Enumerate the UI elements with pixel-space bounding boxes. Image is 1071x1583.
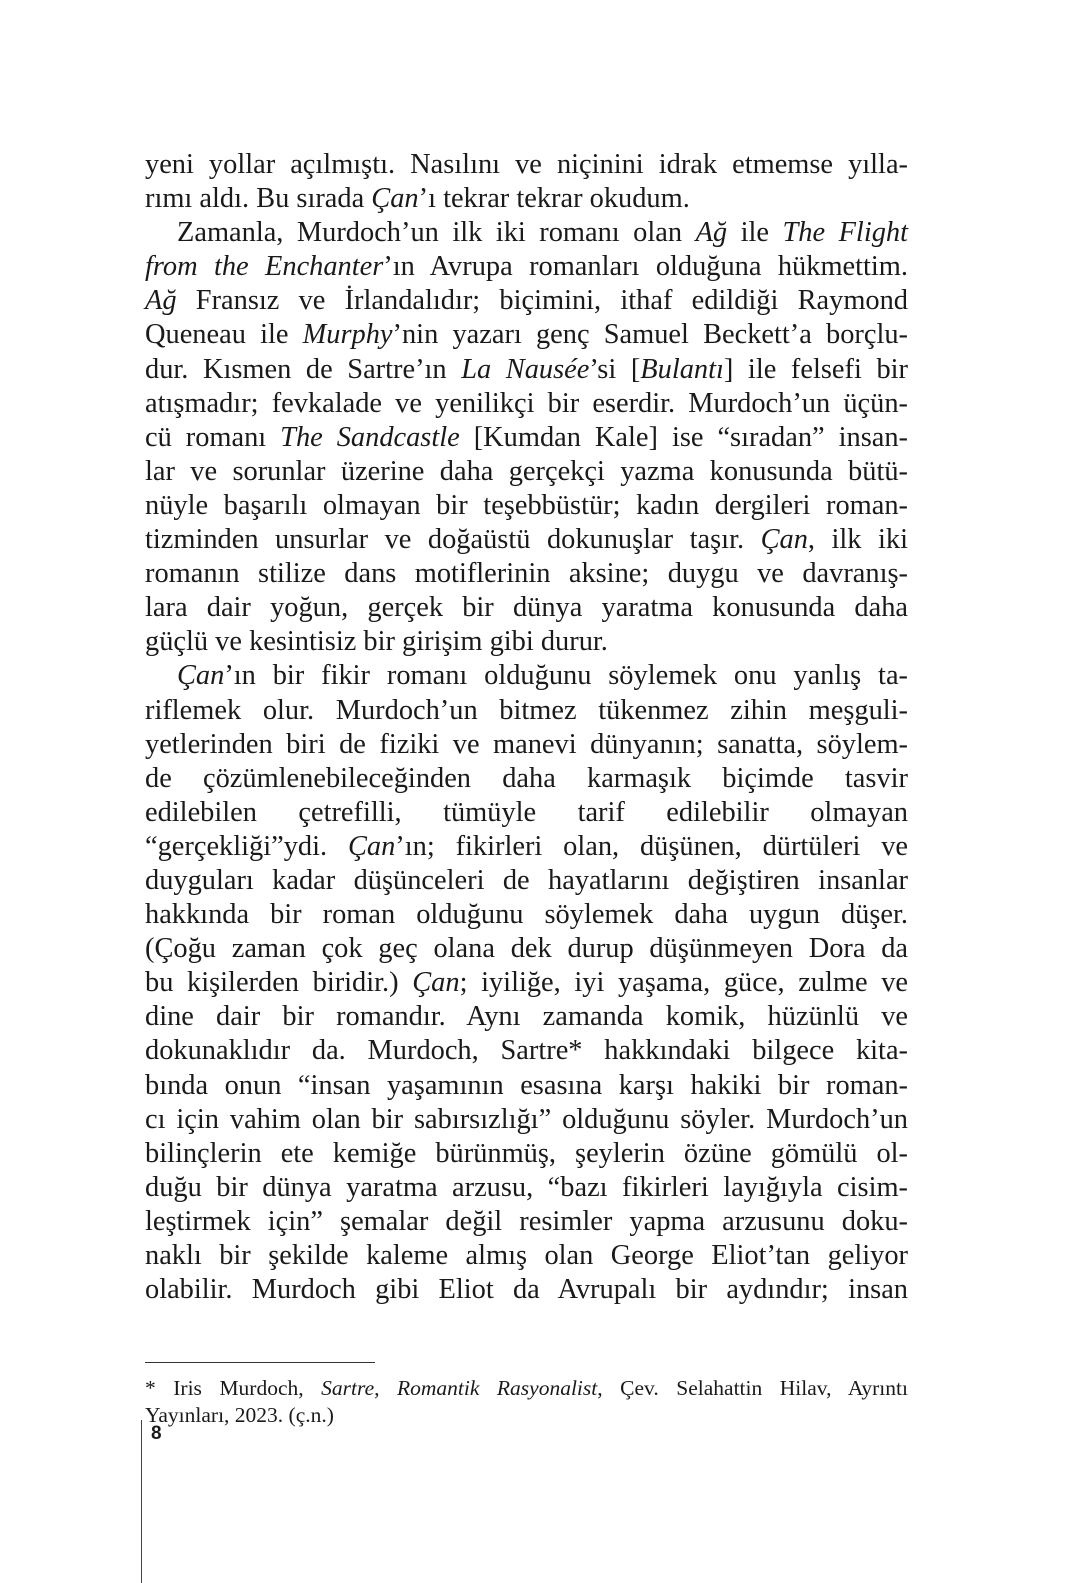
body-line	[145, 830, 908, 864]
text-run: “gerçekliği”ydi.	[145, 830, 348, 862]
body-line	[145, 421, 908, 455]
text-run: bında onun “insan yaşamının esasına karşı hakiki bir roman-	[145, 1069, 908, 1101]
body-line	[145, 694, 908, 728]
italic-text: Çan	[412, 967, 460, 999]
body-line	[145, 1171, 908, 1205]
text-run: hakkında bir roman olduğunu söylemek daha uygun düşer.	[145, 899, 908, 931]
italic-text: Ağ	[145, 285, 177, 317]
text-run: dur. Kısmen de Sartre’ın	[145, 353, 462, 385]
text-run: ’si [	[589, 353, 641, 385]
body-line	[145, 1239, 908, 1273]
text-run: olabilir. Murdoch gibi Eliot da Avrupalı bir aydındır; insan	[145, 1274, 908, 1306]
body-line	[145, 728, 908, 762]
text-run: , ilk iki	[807, 524, 908, 556]
body-line	[145, 966, 908, 1000]
text-run: , Çev. Selahattin Hilav, Ayrıntı	[597, 1376, 908, 1400]
body-line	[145, 455, 908, 489]
body-line	[145, 284, 908, 318]
body-line	[145, 591, 908, 625]
italic-text: The Flight	[782, 217, 908, 249]
italic-text: La Nausée	[461, 353, 590, 385]
italic-text: Çan	[177, 660, 225, 692]
body-line	[145, 557, 908, 591]
text-run: atışmadır; fevkalade ve yenilikçi bir eserdir. Murdoch’un üçün-	[145, 387, 908, 419]
text-run: cü romanı	[145, 421, 281, 453]
body-line	[145, 1000, 908, 1034]
body-line	[145, 1273, 908, 1307]
text-run: * Iris Murdoch,	[145, 1376, 322, 1400]
text-run: dokunaklıdır da. Murdoch, Sartre* hakkındaki bilgece kita-	[145, 1035, 908, 1067]
body-line	[145, 182, 908, 216]
text-run: lara dair yoğun, gerçek bir dünya yaratma konusunda daha	[145, 592, 908, 624]
italic-text: Çan	[760, 524, 808, 556]
italic-text: Çan	[347, 830, 396, 862]
italic-text: Çan	[371, 183, 419, 215]
text-run: yeni yollar açılmıştı. Nasılını ve niçinini idrak etmemse yılla-	[145, 149, 908, 180]
text-run: ’nin yazarı genç Samuel Beckett’a borçlu-	[392, 319, 909, 351]
text-run: ’ın Avrupa romanları olduğuna hükmettim.	[383, 251, 908, 283]
body-line	[145, 353, 908, 387]
footnote-line	[145, 1375, 908, 1402]
italic-text: Bulantı	[640, 353, 724, 385]
body-line	[145, 625, 908, 659]
footnote	[145, 1375, 908, 1429]
text-run: Yayınları, 2023. (ç.n.)	[145, 1403, 334, 1427]
body-line	[145, 1034, 908, 1068]
body-line	[145, 387, 908, 421]
footnote-line	[145, 1402, 908, 1429]
text-run: lar ve sorunlar üzerine daha gerçekçi yazma konusunda bütü-	[145, 455, 908, 487]
body-text	[145, 148, 908, 1307]
text-run: ’ı tekrar tekrar okudum.	[418, 183, 690, 215]
text-run: cı için vahim olan bir sabırsızlığı” olduğunu söyler. Murdoch’un	[145, 1103, 908, 1135]
body-line	[145, 318, 908, 352]
text-run: tizminden unsurlar ve doğaüstü dokunuşlar taşır.	[145, 524, 761, 556]
text-run: romanın stilize dans motiflerinin aksine; duygu ve davranış-	[145, 558, 908, 590]
text-run: Queneau ile	[145, 319, 303, 351]
text-run: ’ın; fikirleri olan, düşünen, dürtüleri ve	[395, 830, 908, 862]
text-run: duyguları kadar düşünceleri de hayatlarını değiştiren insanlar	[145, 864, 908, 896]
body-line	[145, 1137, 908, 1171]
text-run: güçlü ve kesintisiz bir girişim gibi durur.	[145, 626, 608, 658]
body-line	[145, 1103, 908, 1137]
page-number: 8	[151, 1423, 162, 1444]
text-run: Zamanla, Murdoch’un ilk iki romanı olan	[177, 217, 696, 249]
italic-text: Ağ	[695, 217, 728, 249]
italic-text: Sartre, Romantik Rasyonalist	[321, 1376, 598, 1400]
body-line	[145, 148, 908, 182]
body-line	[145, 523, 908, 557]
text-run: bilinçlerin ete kemiğe bürünmüş, şeylerin özüne gömülü ol-	[145, 1137, 908, 1169]
italic-text: from the Enchanter	[145, 251, 384, 283]
text-run: duğu bir dünya yaratma arzusu, “bazı fikirleri layığıyla cisim-	[145, 1171, 908, 1203]
body-line	[145, 898, 908, 932]
text-run: edilebilen çetrefilli, tümüyle tarif edilebilir olmayan	[145, 796, 908, 828]
text-run: yetlerinden biri de fiziki ve manevi dünyanın; sanatta, söylem-	[145, 728, 908, 760]
text-run: riflemek olur. Murdoch’un bitmez tükenmez zihin meşguli-	[145, 694, 908, 726]
body-line	[145, 250, 908, 284]
footnote-separator	[145, 1362, 375, 1363]
text-run: nüyle başarılı olmayan bir teşebbüstür; kadın dergileri roman-	[145, 489, 908, 521]
text-run: de çözümlenebileceğinden daha karmaşık biçimde tasvir	[145, 762, 908, 794]
body-line	[145, 796, 908, 830]
text-run: Fransız ve İrlandalıdır; biçimini, ithaf edildiği Raymond	[176, 285, 908, 317]
text-run: ile	[727, 217, 783, 249]
text-run: ] ile felsefi bir	[723, 353, 908, 385]
margin-rule	[141, 1420, 142, 1583]
text-run: bu kişilerden biridir.)	[145, 967, 413, 999]
italic-text: Murphy	[302, 319, 393, 351]
body-line	[145, 864, 908, 898]
text-run: [Kumdan Kale] ise “sıradan” insan-	[459, 421, 909, 453]
body-line	[145, 1205, 908, 1239]
body-line	[145, 489, 908, 523]
italic-text: The Sandcastle	[280, 421, 460, 453]
text-run: ; iyiliğe, iyi yaşama, güce, zulme ve	[459, 967, 909, 999]
text-run: leştirmek için” şemalar değil resimler yapma arzusunu doku-	[145, 1205, 908, 1237]
text-run: rımı aldı. Bu sırada	[145, 183, 372, 215]
body-line	[145, 1069, 908, 1103]
text-run: dine dair bir romandır. Aynı zamanda komik, hüzünlü ve	[145, 1001, 908, 1033]
text-run: ’ın bir fikir romanı olduğunu söylemek onu yanlış ta-	[224, 660, 908, 692]
body-line	[145, 932, 908, 966]
body-line	[145, 216, 908, 250]
text-run: naklı bir şekilde kaleme almış olan George Eliot’tan geliyor	[145, 1240, 908, 1271]
text-run: (Çoğu zaman çok geç olana dek durup düşünmeyen Dora da	[145, 933, 908, 965]
body-line	[145, 762, 908, 796]
body-line	[145, 659, 908, 693]
